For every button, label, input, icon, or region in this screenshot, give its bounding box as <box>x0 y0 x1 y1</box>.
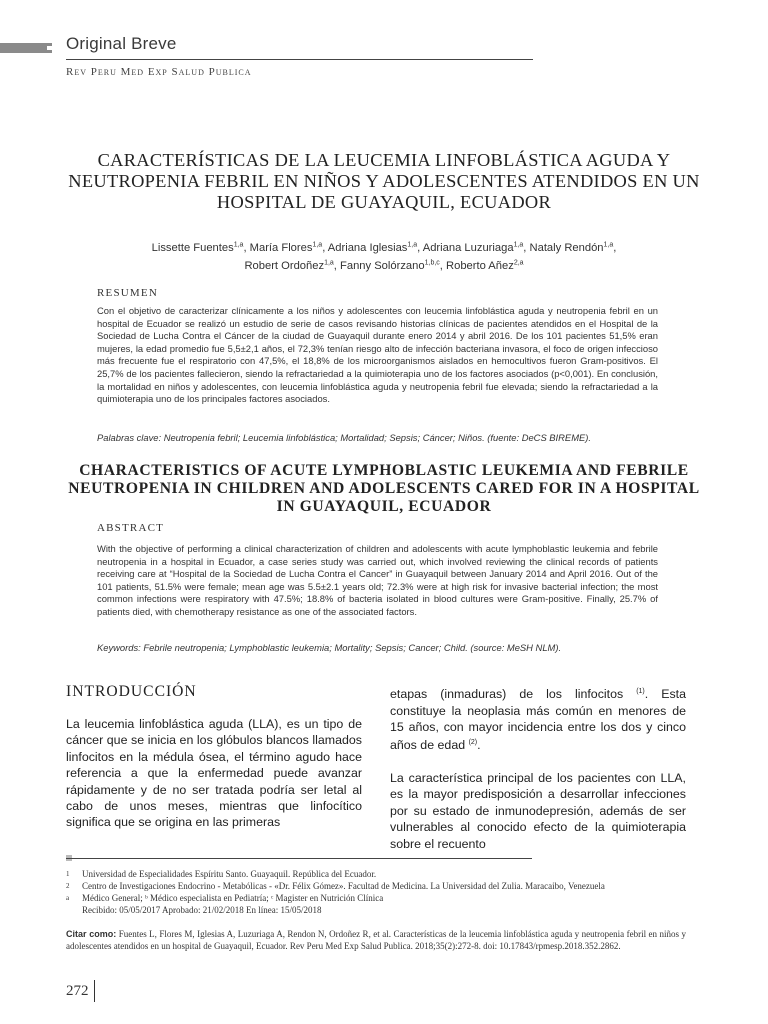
author-list <box>100 237 668 274</box>
intro-paragraph: etapas (inmaduras) de los linfocitos $^{(1)}$. Esta constituye la neoplasia más común en menores de 15 años, con mayor incidencia entre los dos y cinco años de edad $^{(2)}$. <box>390 687 686 753</box>
abstract-heading: ABSTRACT <box>97 522 165 534</box>
author: Adriana Iglesias$^{1,a}$, <box>327 241 423 254</box>
header-rule <box>66 59 533 60</box>
journal-name: Rev Peru Med Exp Salud Publica <box>66 66 252 78</box>
citation <box>66 928 686 952</box>
citation-label: Citar como: <box>66 929 117 939</box>
resumen-text: Con el objetivo de caracterizar clínicamente a los niños y adolescentes con leucemia linfoblástica aguda y neutropenia febril en un hospital de Ecuador se realizó un estudio de serie de casos revisando historias clínicas de pacientes atendidos en el Hospital de la Sociedad de Lucha Contra el Cáncer de la ciudad de Guayaquil durante enero 2014 y abril 2016. De los 101 pacientes 51,5% eran mujeres, la edad promedio fue 5,5±2,1 años, el 72,3% tenían riesgo alto de infección bacteriana invasora, el foco de origen infeccioso más frecuente fue el respiratorio con 47,5%, el 18,8% de los microorganismos aislados en hemocultivos fueron Gram-positivos. El 25,7% de los pacientes fallecieron, siendo la refractariedad a la quimioterapia uno de los factores asociados (p<0,001). En conclusión, la mortalidad en niños y adolescentes, con leucemia linfoblástica aguda y neutropenia febril fue elevada; siendo la refractariedad a la quimioterapia uno de los principales factores asociados. <box>97 305 658 405</box>
resumen-keywords: Palabras clave: Neutropenia febril; Leucemia linfoblástica; Mortalidad; Sepsis; Cáncer; Niños. (fuente: DeCS BIREME). <box>97 432 591 443</box>
author: Robert Ordoñez$^{1,a}$, <box>244 259 341 273</box>
intro-right-column <box>390 684 686 868</box>
footnote: 2 Centro de Investigaciones Endocrino - Metabólicas - «Dr. Félix Gómez». Facultad de Medicina. La Universidad del Zulia. Maracaibo, Venezuela <box>66 881 605 891</box>
citation-text: Fuentes L, Flores M, Iglesias A, Luzuriaga A, Rendon N, Ordoñez R, et al. Características de la leucemia linfoblástica aguda y neutropenia febril en niños y adolescentes atendidos en un hospital de Guayaquil, Ecuador. Rev Peru Med Exp Salud Publica. 2018;35(2):272-8. doi: 10.17843/rpmesp.2018.352.2862. <box>66 929 686 951</box>
page-number: 272 <box>66 983 89 999</box>
resumen-heading: RESUMEN <box>97 287 158 299</box>
intro-left-column <box>66 716 362 847</box>
page-number-bar <box>94 980 95 1002</box>
footnote-rule <box>66 858 532 859</box>
article-title-english: CHARACTERISTICS OF ACUTE LYMPHOBLASTIC LEUKEMIA AND FEBRILE NEUTROPENIA IN CHILDREN AND ADOLESCENTS CARED FOR IN A HOSPITAL IN GUAYAQUIL, ECUADOR <box>68 462 700 515</box>
section-label: Original Breve <box>66 34 177 53</box>
footnote: 1 Universidad de Especialidades Espíritu Santo. Guayaquil. República del Ecuador. <box>66 869 377 879</box>
introduction-heading: INTRODUCCIÓN <box>66 683 197 700</box>
intro-paragraph: La leucemia linfoblástica aguda (LLA), es un tipo de cáncer que se inicia en los glóbulos blancos llamados linfocitos en la médula ósea, el término agudo hace referencia a que la enfermedad puede avanzar rápidamente y de no ser tratada podría ser letal al cabo de unos meses, mientras que linfocítico significa que se origina en las primeras <box>66 717 362 830</box>
abstract-text: With the objective of performing a clinical characterization of children and adolescents with acute lymphoblastic leukemia and febrile neutropenia in a hospital in Ecuador, a case series study was carried out, which involved reviewing the clinical records of patients receiving care at “Hospital de la Sociedad de Lucha Contra el Cancer” in Guayaquil between January 2014 and April 2016. Out of the 101 patients, 51.5% were female; mean age was 5.5±2.1 years old; 72.3% were at high risk for invasive bacterial infection; the most common infections were respiratory with 47.5%; 18.8% of bacteria isolated in blood cultures were Gram-positive. Finally, 25.7% of patients died, with chemotherapy resistance as one of the associated factors. <box>97 543 658 617</box>
author: Roberto Añez$^{2,a}$ <box>446 259 524 273</box>
footnote: a Médico General; ᵇ Médico especialista en Pediatría; ᶜ Magister en Nutrición Clínica <box>66 893 384 903</box>
author: María Flores$^{1,a}$, <box>249 241 328 254</box>
footnotes <box>66 868 686 916</box>
author: Nataly Rendón$^{1,a}$, <box>529 241 617 254</box>
intro-paragraph: La característica principal de los pacientes con LLA, es la mayor predisposición a desarrollar infecciones por su estado de inmunodepresión, además de ser vulnerables al conocido efecto de la quimioterapia sobre el recuento <box>390 770 686 851</box>
author: Fanny Solórzano$^{1,b,c}$, <box>340 259 447 273</box>
abstract-keywords: Keywords: Febrile neutropenia; Lymphoblastic leukemia; Mortality; Sepsis; Cancer; Child. (source: MeSH NLM). <box>97 642 562 653</box>
author: Adriana Luzuriaga$^{1,a}$, <box>422 241 530 254</box>
author: Lissette Fuentes$^{1,a}$, <box>151 241 250 254</box>
article-title-spanish: CARACTERÍSTICAS DE LA LEUCEMIA LINFOBLÁSTICA AGUDA Y NEUTROPENIA FEBRIL EN NIÑOS Y ADOLESCENTES ATENDIDOS EN UN HOSPITAL DE GUAYAQUIL, ECUADOR <box>68 150 700 212</box>
footnote: Recibido: 05/05/2017 Aprobado: 21/02/2018 En línea: 15/05/2018 <box>82 905 322 915</box>
header-accent-bar <box>0 43 52 53</box>
